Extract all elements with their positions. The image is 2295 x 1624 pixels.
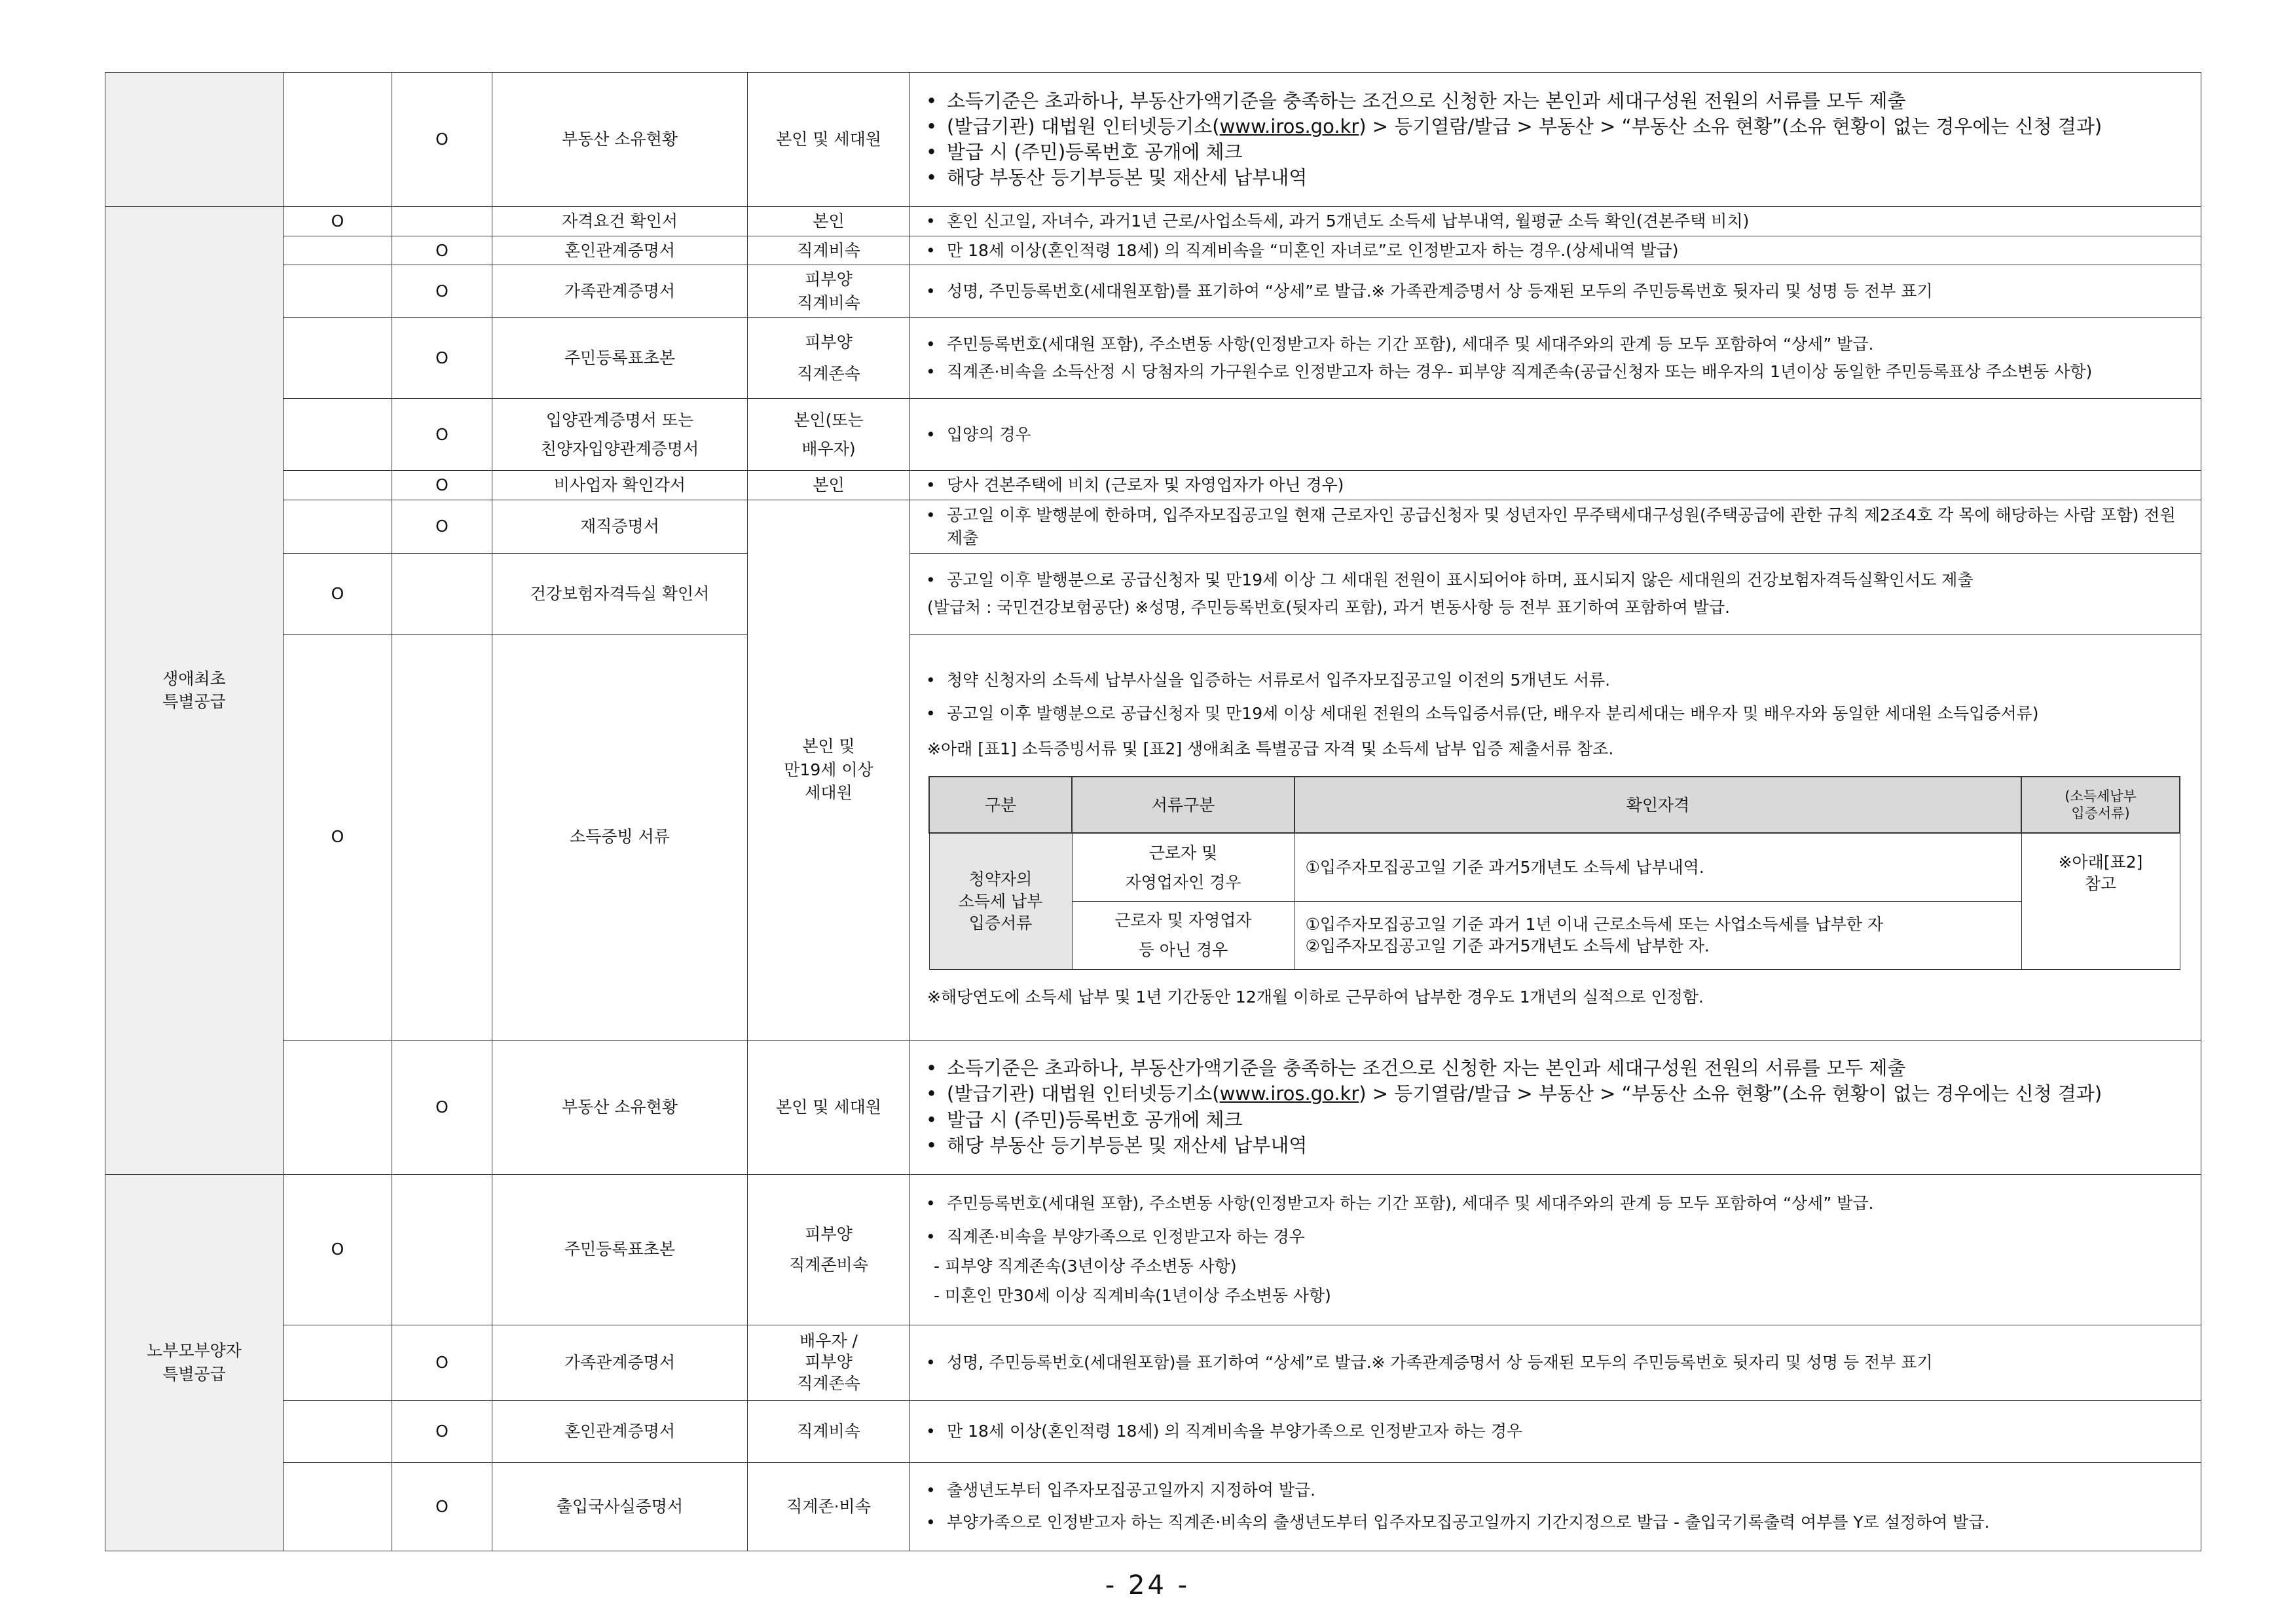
inner-doc-type: 근로자 및 자영업자 등 아닌 경우	[1072, 901, 1294, 969]
document-target: 배우자 / 피부양 직계존속	[748, 1325, 910, 1400]
table-row	[105, 207, 2201, 236]
dash-item: - 피부양 직계존속(3년이상 주소변동 사항)	[921, 1251, 2190, 1281]
document-description	[910, 236, 2201, 265]
list-item: • 성명, 주민등록번호(세대원포함)를 표기하여 “상세”로 발급.※ 가족관계증명서 상 등재된 모두의 주민등록번호 뒷자리 및 성명 등 전부 표기	[921, 280, 2190, 303]
document-target: 직계비속	[748, 1400, 910, 1462]
document-name: 혼인관계증명서	[492, 236, 748, 265]
page-number: - 24 -	[1105, 1570, 1190, 1600]
list-item: • 공고일 이후 발행분으로 공급신청자 및 만19세 이상 그 세대원 전원이 표시되어야 하며, 표시되지 않은 세대원의 건강보험자격득실확인서도 제출	[921, 568, 2190, 592]
list-item: • 출생년도부터 입주자모집공고일까지 지정하여 발급.	[921, 1477, 2190, 1505]
document-target: 직계비속	[748, 236, 910, 265]
list-item: • 공고일 이후 발행분으로 공급신청자 및 만19세 이상 세대원 전원의 소득입증서류(단, 배우자 분리세대는 배우자 및 배우자와 동일한 세대원 소득입증서류)	[921, 699, 2190, 728]
table-row	[105, 500, 2201, 553]
document-target: 본인(또는 배우자)	[748, 399, 910, 471]
optional-mark-cell: O	[392, 1462, 492, 1551]
issuer-note: (발급처 : 국민건강보험공단) ※성명, 주민등록번호(뒷자리 포함), 과거 변동사항 등 전부 표기하여 포함하여 발급.	[927, 597, 1731, 617]
inner-header-qualification: 확인자격	[1294, 777, 2021, 833]
list-item: • 공고일 이후 발행분에 한하며, 입주자모집공고일 현재 근로자인 공급신청자 및 성년자인 무주택세대구성원(주택공급에 관한 규칙 제2조4호 각 목에 해당하는 사람 포함) 전원 제출	[921, 504, 2190, 550]
document-description	[910, 318, 2201, 399]
required-mark-cell	[284, 500, 392, 553]
document-target: 본인 및 세대원	[748, 1040, 910, 1174]
list-item: • 입양의 경우	[921, 423, 2190, 447]
document-target: 피부양 직계존속	[748, 318, 910, 399]
optional-mark-cell: O	[392, 265, 492, 318]
table-row	[105, 1325, 2201, 1400]
optional-mark-cell: O	[392, 1325, 492, 1400]
optional-mark-cell: O	[392, 318, 492, 399]
list-item: • 해당 부동산 등기부등본 및 재산세 납부내역	[921, 1134, 2190, 1158]
list-item: • 주민등록번호(세대원 포함), 주소변동 사항(인정받고자 하는 기간 포함), 세대주 및 세대주와의 관계 등 모두 포함하여 “상세” 발급.	[921, 333, 2190, 356]
list-item: • 발급 시 (주민)등록번호 공개에 체크	[921, 1108, 2190, 1132]
list-item: • 해당 부동산 등기부등본 및 재산세 납부내역	[921, 166, 2190, 190]
document-target: 직계존·비속	[748, 1462, 910, 1551]
document-name: 가족관계증명서	[492, 1325, 748, 1400]
list-item: • 성명, 주민등록번호(세대원포함)를 표기하여 “상세”로 발급.※ 가족관계증명서 상 등재된 모두의 주민등록번호 뒷자리 및 성명 등 전부 표기	[921, 1351, 2190, 1375]
section-cell-continued	[105, 73, 284, 207]
document-name: 자격요건 확인서	[492, 207, 748, 236]
document-target-merged: 본인 및 만19세 이상 세대원	[748, 500, 910, 1040]
optional-mark-cell: O	[392, 1040, 492, 1174]
dash-item: - 미혼인 만30세 이상 직계비속(1년이상 주소변동 사항)	[921, 1281, 2190, 1310]
document-name: 소득증빙 서류	[492, 634, 748, 1040]
document-target: 본인	[748, 471, 910, 500]
document-name: 출입국사실증명서	[492, 1462, 748, 1551]
table-row	[105, 471, 2201, 500]
optional-mark-cell	[392, 634, 492, 1040]
optional-mark-cell: O	[392, 1400, 492, 1462]
document-description	[910, 1325, 2201, 1400]
list-item: • 만 18세 이상(혼인적령 18세) 의 직계비속을 “미혼인 자녀로”로 인정받고자 하는 경우.(상세내역 발급)	[921, 239, 2190, 263]
list-item: • 소득기준은 초과하나, 부동산가액기준을 충족하는 조건으로 신청한 자는 본인과 세대구성원 전원의 서류를 모두 제출	[921, 1056, 2190, 1080]
list-item: • (발급기관) 대법원 인터넷등기소(www.iros.go.kr) > 등기열람/발급 > 부동산 > “부동산 소유 현황”(소유 현황이 없는 경우에는 신청 결과)	[921, 115, 2190, 139]
list-item: • (발급기관) 대법원 인터넷등기소(www.iros.go.kr) > 등기열람/발급 > 부동산 > “부동산 소유 현황”(소유 현황이 없는 경우에는 신청 결과)	[921, 1082, 2190, 1106]
document-name: 부동산 소유현황	[492, 73, 748, 207]
document-description	[910, 73, 2201, 207]
document-target: 본인	[748, 207, 910, 236]
table-row	[105, 236, 2201, 265]
document-description	[910, 265, 2201, 318]
table-row	[105, 1174, 2201, 1325]
table-row	[105, 1400, 2201, 1462]
table-row	[105, 265, 2201, 318]
required-mark-cell: O	[284, 1174, 392, 1325]
table-row	[105, 1040, 2201, 1174]
optional-mark-cell: O	[392, 399, 492, 471]
document-description	[910, 1400, 2201, 1462]
document-description	[910, 399, 2201, 471]
inner-doc-type: 근로자 및 자영업자인 경우	[1072, 833, 1294, 901]
table-row	[105, 1462, 2201, 1551]
optional-mark-cell: O	[392, 471, 492, 500]
document-name: 혼인관계증명서	[492, 1400, 748, 1462]
table-row	[105, 73, 2201, 207]
document-target: 피부양 직계비속	[748, 265, 910, 318]
table-row	[105, 399, 2201, 471]
list-item: • 혼인 신고일, 자녀수, 과거1년 근로/사업소득세, 과거 5개년도 소득세 납부내역, 월평균 소득 확인(견본주택 비치)	[921, 210, 2190, 233]
section-label-first-time: 생애최초 특별공급	[105, 207, 284, 1175]
table-row	[105, 553, 2201, 634]
optional-mark-cell: O	[392, 236, 492, 265]
required-mark-cell: O	[284, 553, 392, 634]
document-name: 가족관계증명서	[492, 265, 748, 318]
footnote: ※해당연도에 소득세 납부 및 1년 기간동안 12개월 이하로 근무하여 납부한 경우도 1개년의 실적으로 인정함.	[927, 987, 1704, 1006]
inner-header-doc-type: 서류구분	[1072, 777, 1294, 833]
required-mark-cell	[284, 73, 392, 207]
optional-mark-cell	[392, 207, 492, 236]
list-item: • 직계존·비속을 소득산정 시 당첨자의 가구원수로 인정받고자 하는 경우- 피부양 직계존속(공급신청자 또는 배우자의 1년이상 동일한 주민등록표상 주소변동 사항)	[921, 360, 2190, 384]
section-label-elderly-parents: 노부모부양자 특별공급	[105, 1174, 284, 1551]
inner-group-label: 청약자의 소득세 납부 입증서류	[929, 833, 1072, 969]
optional-mark-cell	[392, 1174, 492, 1325]
document-name: 부동산 소유현황	[492, 1040, 748, 1174]
document-target: 본인 및 세대원	[748, 73, 910, 207]
document-description	[910, 634, 2201, 1040]
table-row	[105, 634, 2201, 1040]
document-description	[910, 1040, 2201, 1174]
document-name: 건강보험자격득실 확인서	[492, 553, 748, 634]
document-description	[910, 553, 2201, 634]
required-mark-cell	[284, 399, 392, 471]
document-name: 주민등록표초본	[492, 1174, 748, 1325]
required-mark-cell	[284, 471, 392, 500]
income-proof-table	[928, 776, 2180, 970]
list-item: • 직계존·비속을 부양가족으로 인정받고자 하는 경우	[921, 1222, 2190, 1251]
inner-header-proof: (소득세납부 입증서류)	[2021, 777, 2180, 833]
optional-mark-cell	[392, 553, 492, 634]
required-mark-cell	[284, 318, 392, 399]
required-mark-cell: O	[284, 207, 392, 236]
required-mark-cell	[284, 1462, 392, 1551]
inner-qualification: ①입주자모집공고일 기준 과거5개년도 소득세 납부내역.	[1294, 833, 2021, 901]
inner-qualification: ①입주자모집공고일 기준 과거 1년 이내 근로소득세 또는 사업소득세를 납부한 자 ②입주자모집공고일 기준 과거5개년도 소득세 납부한 자.	[1294, 901, 2021, 969]
required-mark-cell	[284, 1325, 392, 1400]
document-name: 주민등록표초본	[492, 318, 748, 399]
inner-header-category: 구분	[929, 777, 1072, 833]
list-item: • 만 18세 이상(혼인적령 18세) 의 직계비속을 부양가족으로 인정받고자 하는 경우	[921, 1420, 2190, 1443]
list-item: • 주민등록번호(세대원 포함), 주소변동 사항(인정받고자 하는 기간 포함), 세대주 및 세대주와의 관계 등 모두 포함하여 “상세” 발급.	[921, 1189, 2190, 1218]
required-mark-cell	[284, 236, 392, 265]
document-name: 재직증명서	[492, 500, 748, 553]
required-mark-cell	[284, 1040, 392, 1174]
required-mark-cell	[284, 265, 392, 318]
reference-note: ※아래 [표1] 소득증빙서류 및 [표2] 생애최초 특별공급 자격 및 소득세 납부 입증 제출서류 참조.	[927, 739, 1614, 758]
optional-mark-cell: O	[392, 73, 492, 207]
document-name: 입양관계증명서 또는 친양자입양관계증명서	[492, 399, 748, 471]
required-mark-cell: O	[284, 634, 392, 1040]
inner-proof-ref: ※아래[표2] 참고	[2021, 833, 2180, 969]
document-description	[910, 207, 2201, 236]
document-description	[910, 1174, 2201, 1325]
document-description	[910, 471, 2201, 500]
optional-mark-cell: O	[392, 500, 492, 553]
required-mark-cell	[284, 1400, 392, 1462]
list-item: • 소득기준은 초과하나, 부동산가액기준을 충족하는 조건으로 신청한 자는 본인과 세대구성원 전원의 서류를 모두 제출	[921, 89, 2190, 113]
list-item: • 청약 신청자의 소득세 납부사실을 입증하는 서류로서 입주자모집공고일 이전의 5개년도 서류.	[921, 665, 2190, 695]
list-item: • 당사 견본주택에 비치 (근로자 및 자영업자가 아닌 경우)	[921, 473, 2190, 497]
table-row	[105, 318, 2201, 399]
document-description	[910, 1462, 2201, 1551]
document-description	[910, 500, 2201, 553]
document-target: 피부양 직계존비속	[748, 1174, 910, 1325]
document-name: 비사업자 확인각서	[492, 471, 748, 500]
list-item: • 부양가족으로 인정받고자 하는 직계존·비속의 출생년도부터 입주자모집공고일까지 기간지정으로 발급 - 출입국기록출력 여부를 Y로 설정하여 발급.	[921, 1509, 2190, 1537]
list-item: • 발급 시 (주민)등록번호 공개에 체크	[921, 140, 2190, 164]
document-requirements-table	[105, 72, 2201, 1551]
